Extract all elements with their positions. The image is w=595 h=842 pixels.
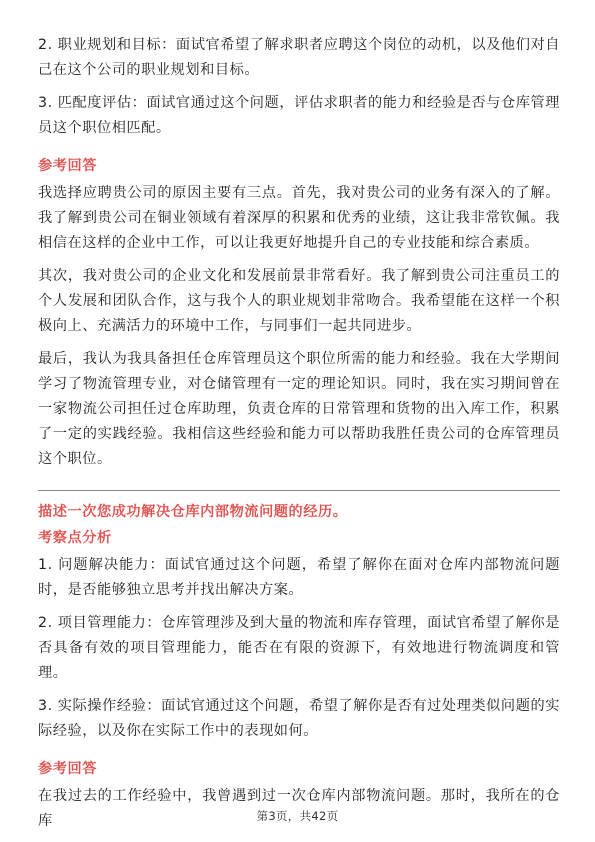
answer-paragraph: 其次，我对贵公司的企业文化和发展前景非常看好。我了解到贵公司注重员工的个人发展和团队合作，这与我个人的职业规划非常吻合。我希望能在这样一个积极向上、充满活力的环境中工作，与同事们一起共同进步。: [38, 268, 560, 334]
list-item: 2. 项目管理能力：仓库管理涉及到大量的物流和库存管理，面试官希望了解你是否具备有效的项目管理能力，能否在有限的资源下，有效地进行物流调度和管理。: [38, 615, 560, 681]
answer-paragraph: 我选择应聘贵公司的原因主要有三点。首先，我对贵公司的业务有深入的了解。我了解到贵公司在铜业领域有着深厚的积累和优秀的业绩，这让我非常钦佩。我相信在这样的企业中工作，可以让我更好地提升自己的专业技能和综合素质。: [38, 185, 560, 251]
section-divider: [38, 490, 560, 491]
list-item: 3. 实际操作经验：面试官通过这个问题，希望了解你是否有过处理类似问题的实际经验，以及你在实际工作中的表现如何。: [38, 698, 560, 739]
answer-paragraph: 最后，我认为我具备担任仓库管理员这个职位所需的能力和经验。我在大学期间学习了物流管理专业，对仓储管理有一定的理论知识。同时，我在实习期间曾在一家物流公司担任过仓库助理，负责仓库的日常管理和货物的出入库工作，积累了一定的实践经验。我相信这些经验和能力可以帮助我胜任贵公司的仓库管理员这个职位。: [38, 351, 560, 467]
answer-label: 参考回答: [38, 761, 97, 777]
answer-label: 参考回答: [38, 158, 97, 174]
page-number: 第3页，共42页: [256, 809, 339, 823]
question-heading: 描述一次您成功解决仓库内部物流问题的经历。: [38, 504, 348, 520]
answer-body: [38, 181, 560, 472]
section1-items: [38, 33, 560, 141]
document-page: [38, 33, 560, 834]
analysis-label: 考察点分析: [38, 530, 112, 546]
analysis-items: [38, 553, 560, 744]
answer-paragraph: 在我过去的工作经验中，我曾遇到过一次仓库内部物流问题。那时，我所在的仓库: [38, 788, 560, 829]
list-item: 3. 匹配度评估：面试官通过这个问题，评估求职者的能力和经验是否与仓库管理员这个职位相匹配。: [38, 95, 560, 136]
list-item: 2. 职业规划和目标：面试官希望了解求职者应聘这个岗位的动机，以及他们对自己在这个公司的职业规划和目标。: [38, 37, 560, 78]
list-item: 1. 问题解决能力：面试官通过这个问题，希望了解你在面对仓库内部物流问题时，是否能够独立思考并找出解决方案。: [38, 557, 560, 598]
